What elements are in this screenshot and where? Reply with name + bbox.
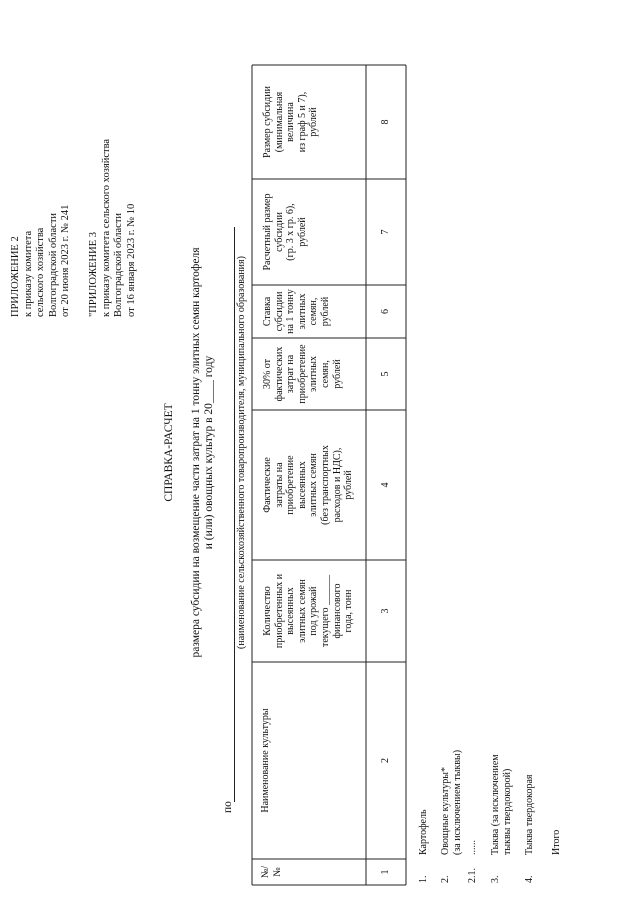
table-header-line: семян, xyxy=(308,297,320,326)
table-header-line: текущего ______ xyxy=(319,574,331,648)
appendix-2-line: к приказу комитета xyxy=(22,230,34,317)
table-header-line: Фактические xyxy=(262,457,273,513)
appendix-3-line: от 16 января 2023 г. № 10 xyxy=(125,203,137,317)
table-header-line: № xyxy=(271,867,283,877)
table-header-line: рублей xyxy=(343,470,355,500)
table-header-line: приобретение xyxy=(296,344,308,404)
row-culture-name-line: тыквы твердокорой) xyxy=(501,768,513,855)
table-header-cell xyxy=(262,179,308,285)
table-header-line: величина xyxy=(285,102,297,142)
po-label: по xyxy=(222,801,234,813)
table-header-line: субсидии xyxy=(273,291,285,332)
table-header-line: элитных семян xyxy=(296,579,308,643)
table-header-cell xyxy=(262,338,343,410)
table-column-number: 8 xyxy=(380,119,391,125)
appendix-3-line: "ПРИЛОЖЕНИЕ 3 xyxy=(88,231,99,317)
table-header-line: элитных xyxy=(296,293,308,330)
row-number: 4. xyxy=(524,875,535,883)
row-culture-name-line: Картофель xyxy=(418,809,429,855)
table-column-number: 4 xyxy=(380,482,391,488)
table-header-line: Размер субсидии xyxy=(262,86,273,158)
title-line-1: размера субсидии на возмещение части затрат на 1 тонну элитных семян картофеля xyxy=(190,247,202,658)
table-header-line: приобретение xyxy=(285,455,297,515)
table-header-line: Наименование культуры xyxy=(260,708,271,813)
table-header-cell xyxy=(262,65,320,179)
row-culture-name-line: Итого xyxy=(551,829,562,855)
row-number: 2. xyxy=(440,875,451,883)
table-header-line: элитных семян xyxy=(308,453,320,517)
producer-caption: (наименование сельскохозяйственного товаропроизводителя, муниципального образования) xyxy=(236,256,247,649)
appendix-3-line: Волгоградской области xyxy=(113,212,124,317)
table-header-line: субсидии xyxy=(273,212,285,252)
row-number: 2.1. xyxy=(467,868,478,883)
table-header-line: рублей xyxy=(308,107,320,137)
appendix-2-line: сельского хозяйства xyxy=(35,227,46,317)
table-header-line: рублей xyxy=(331,359,343,389)
row-culture-name-line: (за исключением тыквы) xyxy=(451,749,463,855)
row-culture-name xyxy=(418,809,430,855)
table-column-number: 1 xyxy=(380,869,391,875)
row-culture-name-line: Тыква твердокорая xyxy=(524,774,535,855)
table-column-number: 2 xyxy=(380,758,391,763)
appendix-2-line: ПРИЛОЖЕНИЕ 2 xyxy=(10,236,21,317)
table-header-line: (без транспортных xyxy=(319,445,331,525)
appendix-2-line: Волгоградской области xyxy=(47,212,59,317)
row-culture-name xyxy=(490,754,513,855)
table-header-line: семян, xyxy=(319,360,331,388)
table-header-line: Расчетный размер xyxy=(262,193,273,271)
row-number: 3. xyxy=(490,875,501,883)
row-culture-name-line: Тыква (за исключением xyxy=(490,754,501,855)
table-column-number: 5 xyxy=(380,371,391,377)
row-culture-name-line: Овощные культуры* xyxy=(440,767,451,855)
table-header-line: затрат на xyxy=(285,354,297,394)
table-header-line: приобретенных и xyxy=(273,573,285,649)
table-header-line: 30% от xyxy=(262,358,273,390)
table-header-line: №/ xyxy=(260,865,271,879)
table-header-cell xyxy=(262,410,355,560)
table-header-line: высеянных xyxy=(285,587,297,635)
row-culture-name xyxy=(524,774,536,855)
row-culture-name-line: ...... xyxy=(467,840,478,855)
appendix-2-line: от 20 июня 2023 г. № 241 xyxy=(60,204,71,317)
table-header-line: под урожай xyxy=(308,586,320,636)
table-column-number: 7 xyxy=(380,229,391,235)
appendix-3-line: к приказу комитета сельского хозяйства xyxy=(100,138,112,317)
table-header-line: (минимальная xyxy=(273,91,285,153)
row-culture-name xyxy=(440,750,463,855)
table-header-line: высеянных xyxy=(296,461,308,509)
row-culture-name xyxy=(551,830,563,855)
table-header-line: года, тонн xyxy=(343,589,355,633)
table-header-line: расходов и НДС), xyxy=(331,447,343,523)
table-header-line: финансового xyxy=(331,583,343,639)
table-header-cell xyxy=(260,859,283,885)
row-culture-name xyxy=(467,840,479,855)
table-header-line: (гр. 3 х гр. 6), xyxy=(285,203,297,261)
table-header-line: элитных xyxy=(308,356,320,392)
table-header-line: на 1 тонну xyxy=(285,289,297,334)
table-column-number: 6 xyxy=(380,309,391,314)
table-header-line: Количество xyxy=(262,586,273,636)
table-header-cell xyxy=(262,560,355,662)
table-header-line: из граф 5 и 7), xyxy=(296,91,308,153)
table-header-line: фактических xyxy=(273,346,285,402)
table-header-cell xyxy=(260,662,272,859)
table-header-line: затраты на xyxy=(273,462,285,508)
table-header-line: рублей xyxy=(319,296,331,327)
table-header-line: рублей xyxy=(296,217,308,247)
table-header-cell xyxy=(262,285,332,338)
document-title: СПРАВКА-РАСЧЕТ xyxy=(163,403,175,502)
table-column-number: 3 xyxy=(380,608,391,614)
row-number: 1. xyxy=(418,875,429,883)
table-header-line: Ставка xyxy=(262,296,273,327)
title-line-2: и (или) овощных культур в 20____ году xyxy=(203,355,215,550)
